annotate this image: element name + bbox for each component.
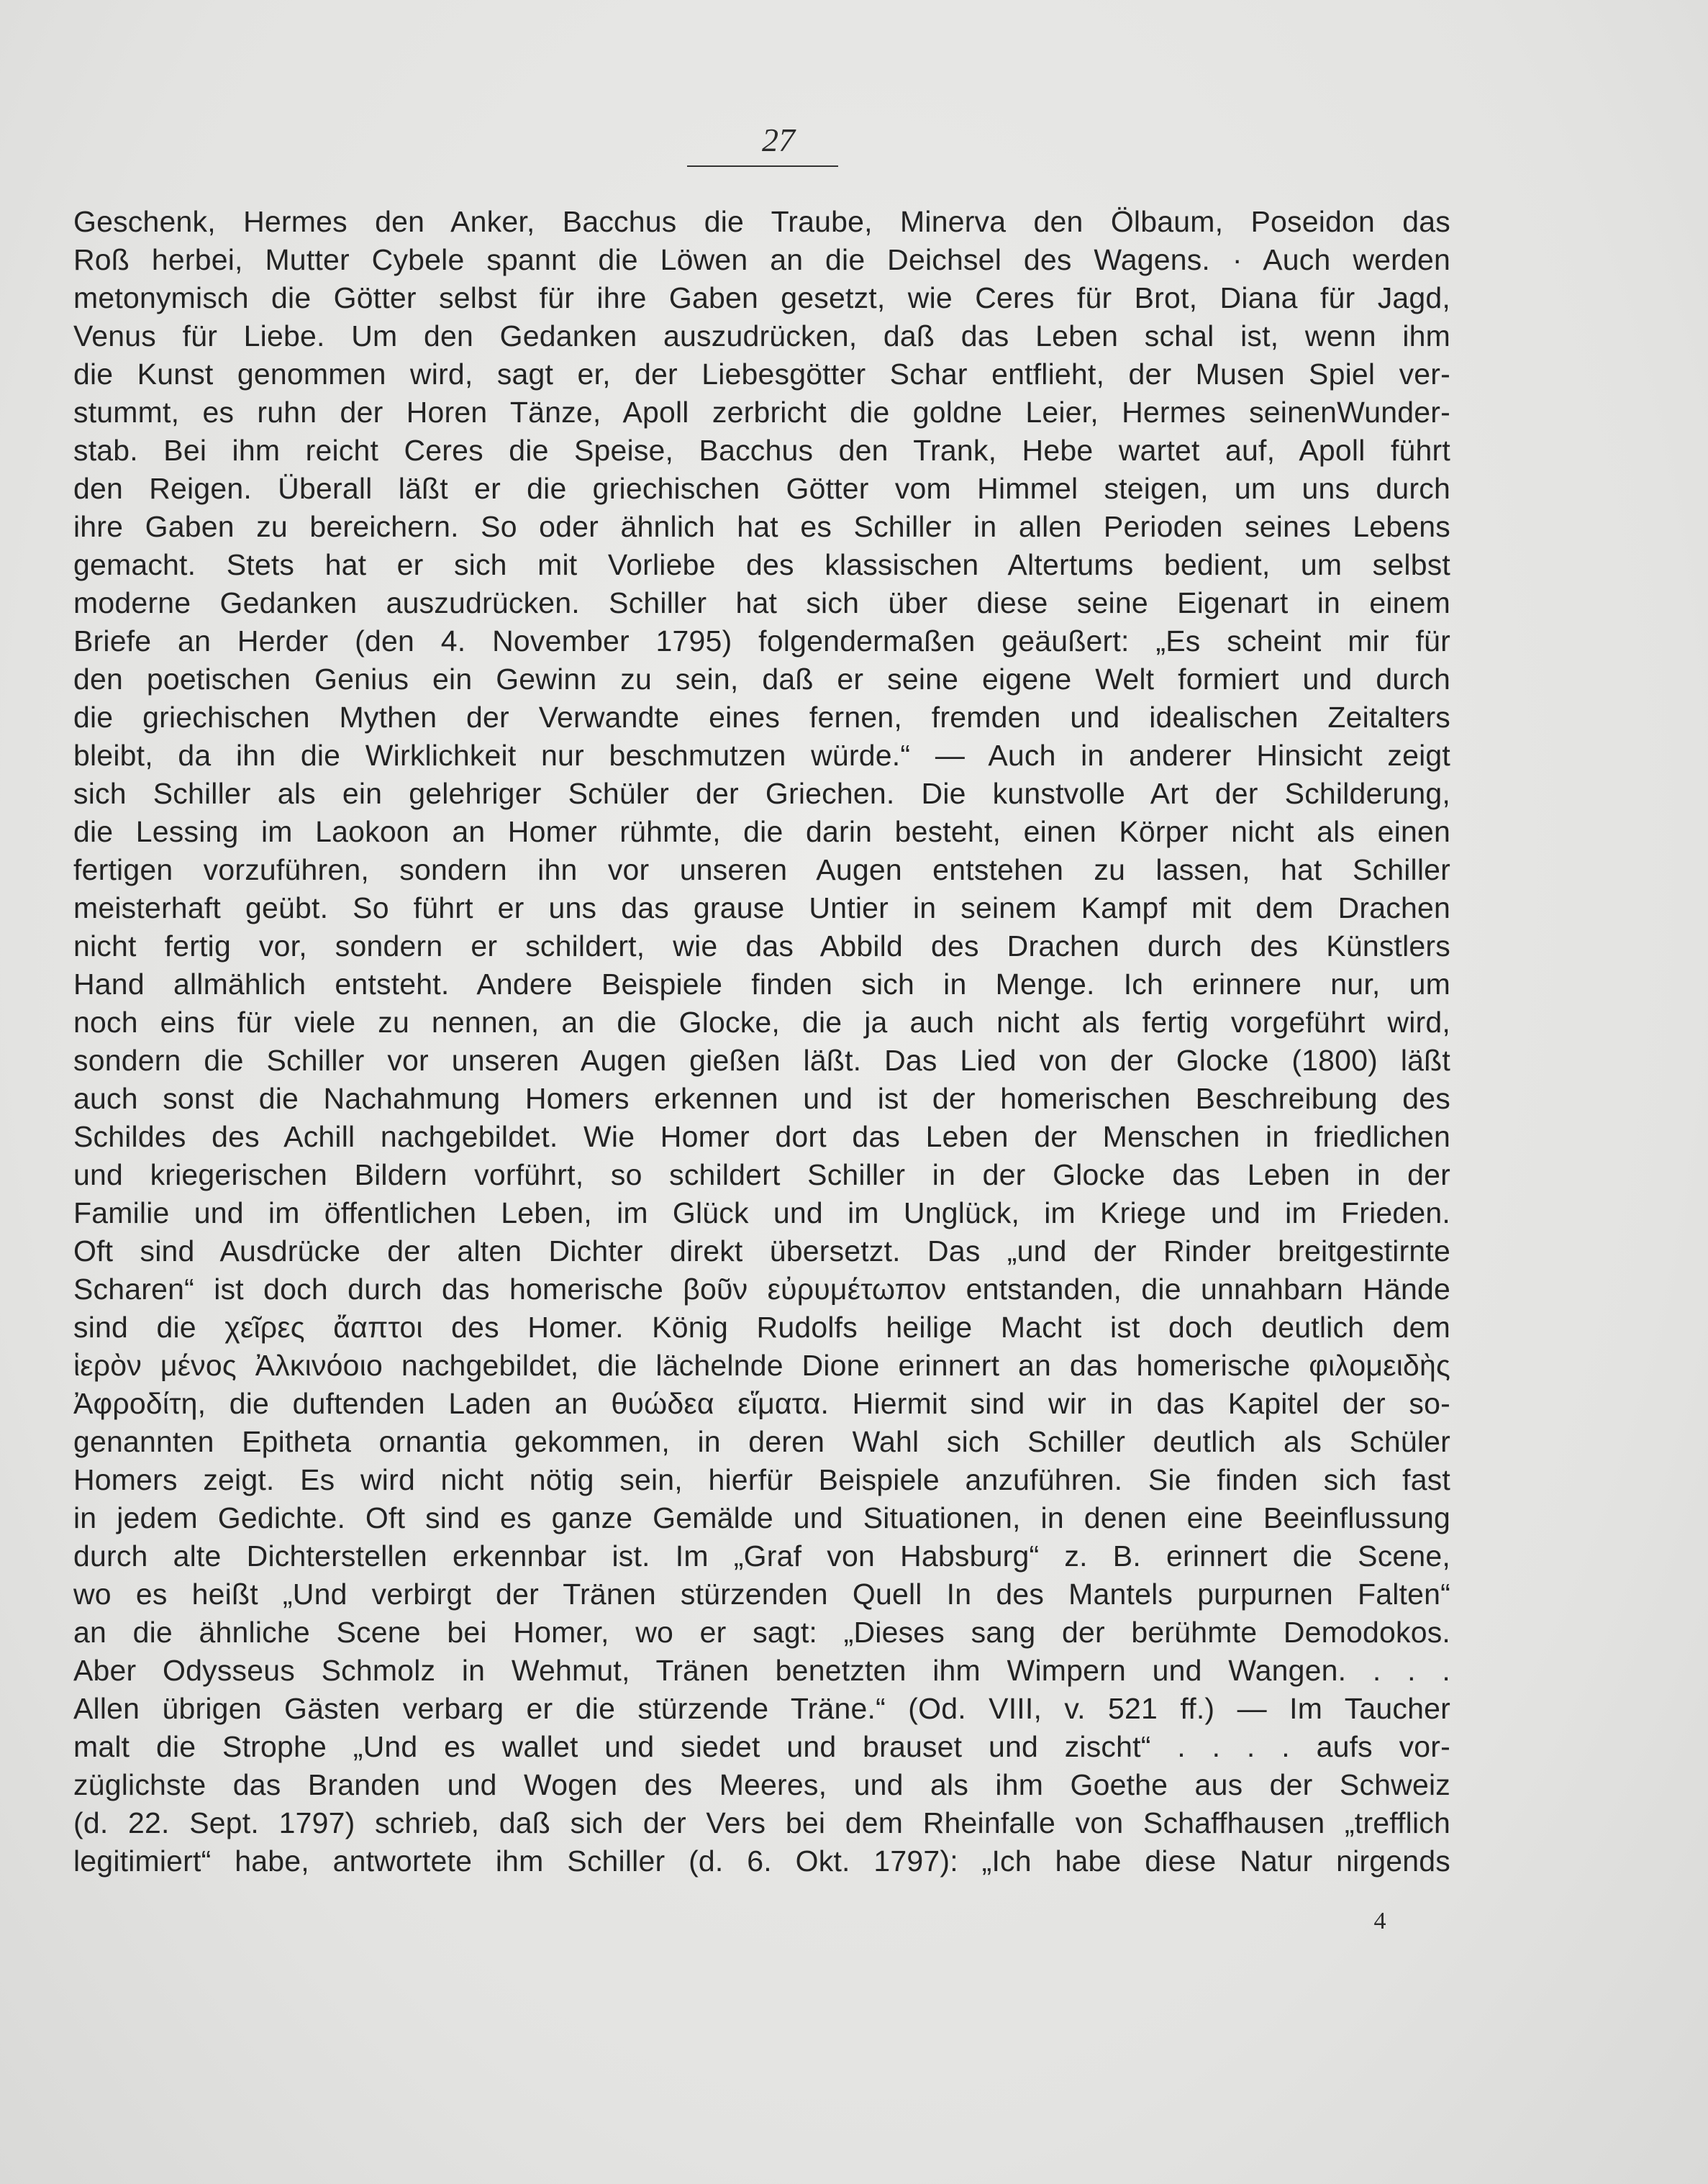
text-line: moderne Gedanken auszudrücken. Schiller hat sich über diese seine Eigenart in einem — [73, 586, 1450, 619]
text-line: und kriegerischen Bildern vorführt, so schildert Schiller in der Glocke das Leben in der — [73, 1158, 1450, 1191]
text-line: in jedem Gedichte. Oft sind es ganze Gemälde und Situationen, in denen eine Beeinflussung — [73, 1501, 1450, 1534]
text-line: Briefe an Herder (den 4. November 1795) folgendermaßen geäußert: „Es scheint mir für — [73, 624, 1450, 658]
text-line: malt die Strophe „Und es wallet und siedet und brauset und zischt“ . . . . aufs vor- — [73, 1730, 1450, 1763]
text-line: fertigen vorzuführen, sondern ihn vor unseren Augen entstehen zu lassen, hat Schiller — [73, 853, 1450, 886]
text-line: die Kunst genommen wird, sagt er, der Liebesgötter Schar entflieht, der Musen Spiel ver- — [73, 358, 1450, 391]
text-line: den Reigen. Überall läßt er die griechischen Götter vom Himmel steigen, um uns durch — [73, 472, 1450, 505]
text-line: durch alte Dichterstellen erkennbar ist. Im „Graf von Habsburg“ z. B. erinnert die Scene, — [73, 1539, 1450, 1573]
text-line: Hand allmählich entsteht. Andere Beispiele finden sich in Menge. Ich erinnere nur, um — [73, 968, 1450, 1001]
text-line: die Lessing im Laokoon an Homer rühmte, die darin besteht, einen Körper nicht als einen — [73, 815, 1450, 848]
text-line: züglichste das Branden und Wogen des Meeres, und als ihm Goethe aus der Schweiz — [73, 1768, 1450, 1801]
text-line: Venus für Liebe. Um den Gedanken auszudrücken, daß das Leben schal ist, wenn ihm — [73, 319, 1450, 352]
text-line: sich Schiller als ein gelehriger Schüler der Griechen. Die kunstvolle Art der Schilderung, — [73, 777, 1450, 810]
text-line: Oft sind Ausdrücke der alten Dichter direkt übersetzt. Das „und der Rinder breitgestirnte — [73, 1234, 1450, 1268]
text-line: Familie und im öffentlichen Leben, im Glück und im Unglück, im Kriege und im Frieden. — [73, 1196, 1450, 1229]
page-number-rule — [687, 165, 838, 167]
text-line: den poetischen Genius ein Gewinn zu sein, daß er seine eigene Welt formiert und durch — [73, 663, 1450, 696]
text-line: sind die χεῖρες ἄαπτοι des Homer. König Rudolfs heilige Macht ist doch deutlich dem — [73, 1311, 1450, 1344]
text-line: nicht fertig vor, sondern er schildert, wie das Abbild des Drachen durch des Künstlers — [73, 929, 1450, 963]
text-line: genannten Epitheta ornantia gekommen, in deren Wahl sich Schiller deutlich als Schüler — [73, 1425, 1450, 1458]
text-line: Aber Odysseus Schmolz in Wehmut, Tränen benetzten ihm Wimpern und Wangen. . . . — [73, 1654, 1450, 1687]
text-line: metonymisch die Götter selbst für ihre Gaben gesetzt, wie Ceres für Brot, Diana für Jagd, — [73, 281, 1450, 314]
text-line: an die ähnliche Scene bei Homer, wo er sagt: „Dieses sang der berühmte Demodokos. — [73, 1616, 1450, 1649]
text-line: die griechischen Mythen der Verwandte eines fernen, fremden und idealischen Zeitalters — [73, 701, 1450, 734]
text-line: Homers zeigt. Es wird nicht nötig sein, hierfür Beispiele anzuführen. Sie finden sich fast — [73, 1463, 1450, 1496]
text-line: sondern die Schiller vor unseren Augen gießen läßt. Das Lied von der Glocke (1800) läßt — [73, 1044, 1450, 1077]
text-line: legitimiert“ habe, antwortete ihm Schiller (d. 6. Okt. 1797): „Ich habe diese Natur nirgends — [73, 1844, 1450, 1878]
text-line: meisterhaft geübt. So führt er uns das grause Untier in seinem Kampf mit dem Drachen — [73, 891, 1450, 924]
text-line: Scharen“ ist doch durch das homerische βοῦν εὐρυμέτωπον entstanden, die unnahbarn Hände — [73, 1273, 1450, 1306]
text-line: auch sonst die Nachahmung Homers erkennen und ist der homerischen Beschreibung des — [73, 1082, 1450, 1115]
text-line: ihre Gaben zu bereichern. So oder ähnlich hat es Schiller in allen Perioden seines Lebens — [73, 510, 1450, 543]
text-line: gemacht. Stets hat er sich mit Vorliebe des klassischen Altertums bedient, um selbst — [73, 548, 1450, 581]
text-line: Allen übrigen Gästen verbarg er die stürzende Träne.“ (Od. VIII, v. 521 ff.) — Im Taucher — [73, 1692, 1450, 1725]
text-line: wo es heißt „Und verbirgt der Tränen stürzenden Quell In des Mantels purpurnen Falten“ — [73, 1578, 1450, 1611]
text-line: Geschenk, Hermes den Anker, Bacchus die Traube, Minerva den Ölbaum, Poseidon das — [73, 205, 1450, 238]
text-line: noch eins für viele zu nennen, an die Glocke, die ja auch nicht als fertig vorgeführt wird, — [73, 1006, 1450, 1039]
signature-mark: 4 — [1373, 1908, 1386, 1934]
text-line: Ἀφροδίτη, die duftenden Laden an θυώδεα εἵματα. Hiermit sind wir in das Kapitel der so- — [73, 1387, 1450, 1420]
body-text — [73, 203, 1450, 1880]
text-line: Roß herbei, Mutter Cybele spannt die Löwen an die Deichsel des Wagens. · Auch werden — [73, 243, 1450, 276]
text-line: Schildes des Achill nachgebildet. Wie Homer dort das Leben der Menschen in friedlichen — [73, 1120, 1450, 1153]
text-line: (d. 22. Sept. 1797) schrieb, daß sich der Vers bei dem Rheinfalle von Schaffhausen „trefflich — [73, 1806, 1450, 1839]
text-line: bleibt, da ihn die Wirklichkeit nur beschmutzen würde.“ — Auch in anderer Hinsicht zeigt — [73, 739, 1450, 772]
page-number: 27 — [762, 122, 795, 158]
text-line: stab. Bei ihm reicht Ceres die Speise, Bacchus den Trank, Hebe wartet auf, Apoll führt — [73, 434, 1450, 467]
text-line: stummt, es ruhn der Horen Tänze, Apoll zerbricht die goldne Leier, Hermes seinenWunder- — [73, 396, 1450, 429]
text-line: ἱερὸν μένος Ἀλκινόοιο nachgebildet, die lächelnde Dione erinnert an das homerische φιλομειδὴς — [73, 1349, 1450, 1382]
